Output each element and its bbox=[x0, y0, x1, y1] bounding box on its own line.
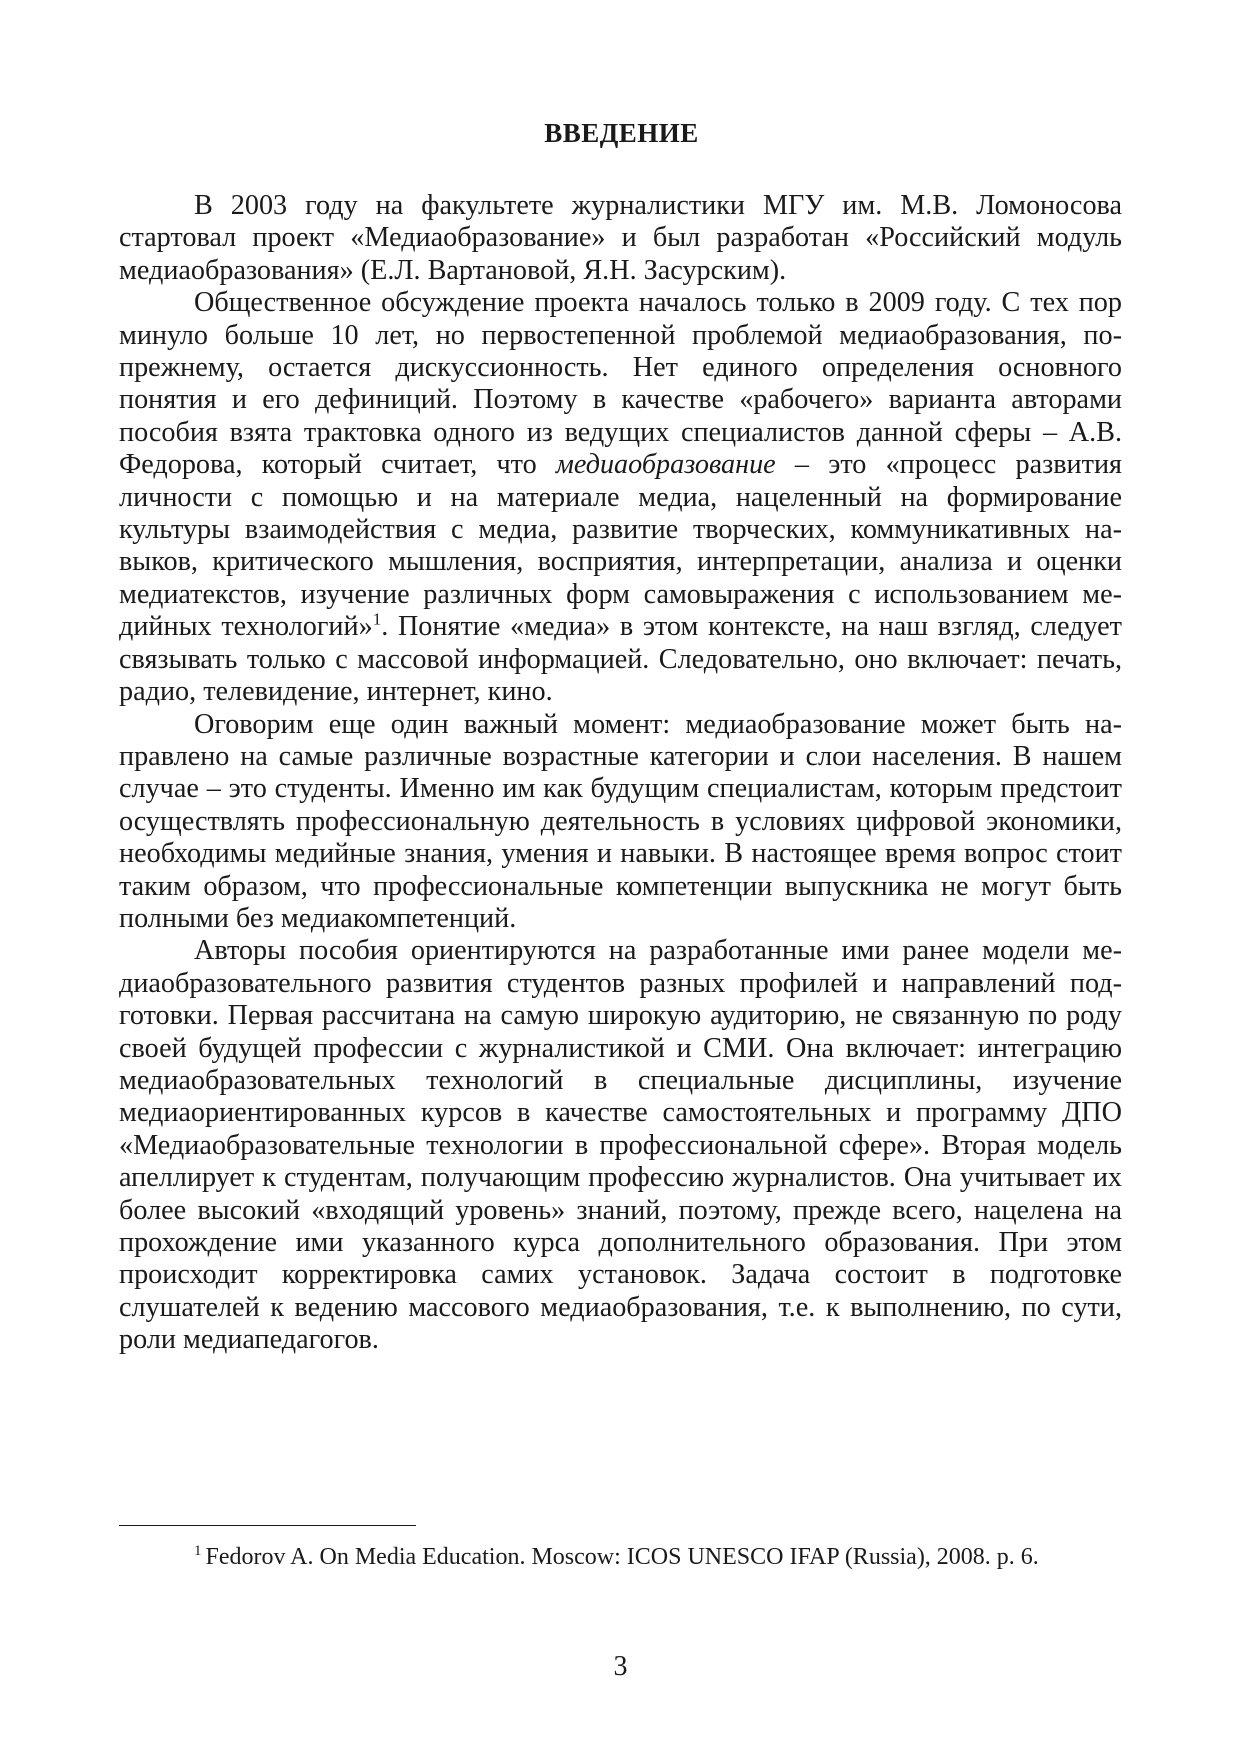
italic-term: медиаобразование bbox=[555, 449, 776, 481]
paragraph bbox=[119, 287, 1122, 708]
footnote-reference: 1 bbox=[372, 609, 382, 629]
paragraph-text: Общественное обсуждение проекта началось только в 2009 году. С тех пор минуло больше 10 лет, но первостепенной проблемой медиаобразования, по-прежнему, остается дискуссионность. Нет единого определения основного понятия и его дефиниций. Поэтому в качестве «рабочего» варианта авторами пособия взята трактовка одного из ведущих специалистов данной сферы – А.В. Федорова, который считает, что bbox=[119, 287, 1122, 481]
footnote bbox=[194, 1543, 1124, 1571]
page-heading: ВВЕДЕНИЕ bbox=[544, 118, 699, 148]
footnote-separator bbox=[119, 1525, 416, 1526]
paragraph: В 2003 году на факультете журналистики МГУ им. М.В. Ломоносова стартовал проект «Медиаобразование» и был разработан «Российский модуль медиаобразования» (Е.Л. Вартановой, Я.Н. Засурским). bbox=[119, 190, 1122, 286]
body-text bbox=[119, 190, 1122, 1357]
paragraph: Оговорим еще один важный момент: медиаобразование может быть направлено на самые различные возрастные категории и слои населения. В нашем случае – это студенты. Именно им как будущим специалистам, которым предстоит осуществлять профессиональную деятельность в условиях цифровой экономики, необходимы медийные знания, умения и навыки. В настоящее время вопрос стоит таким образом, что профессиональные компетенции выпускника не могут быть полными без медиакомпетенций. bbox=[119, 708, 1122, 934]
footnote-text: Fedorov A. On Media Education. Moscow: ICOS UNESCO IFAP (Russia), 2008. p. 6. bbox=[205, 1544, 1039, 1570]
paragraph: Авторы пособия ориентируются на разработанные ими ранее модели медиаобразовательного развития студентов разных профилей и направлений подготовки. Первая рассчитана на самую широкую аудиторию, не связанную по роду своей будущей профессии с журналистикой и СМИ. Она включает: интеграцию медиаобразовательных технологий в специальные дисциплины, изучение медиаориентированных курсов в качестве самостоятельных и программу ДПО «Медиаобразовательные технологии в профессиональной сфере». Вторая модель апеллирует к студентам, получающим профессию журналистов. Она учитывает их более высокий «входящий уровень» знаний, поэтому, прежде всего, нацелена на прохождение ими указанного курса дополнительного образования. При этом происходит корректировка самих установок. Задача состоит в подготовке слушателей к ведению массового медиаобразования, т.е. к выполнению, по сути, роли медиапедагогов. bbox=[119, 935, 1122, 1356]
paragraph-text: – это «процесс развития личности с помощью и на материале медиа, нацеленный на формирование культуры взаимодействия с медиа, развитие творческих, коммуникативных навыков, критического мышления, восприятия, интерпретации, анализа и оценки медиатекстов, изучение различных форм самовыражения с использованием медийных технологий» bbox=[119, 449, 1122, 643]
page-number: 3 bbox=[613, 1651, 628, 1682]
footnote-number: 1 bbox=[194, 1543, 202, 1559]
paragraph-text: . Понятие «медиа» в этом контексте, на наш взгляд, следует связывать только с массовой информацией. Следовательно, оно включает: печать, радио, телевидение, интернет, кино. bbox=[119, 611, 1122, 708]
